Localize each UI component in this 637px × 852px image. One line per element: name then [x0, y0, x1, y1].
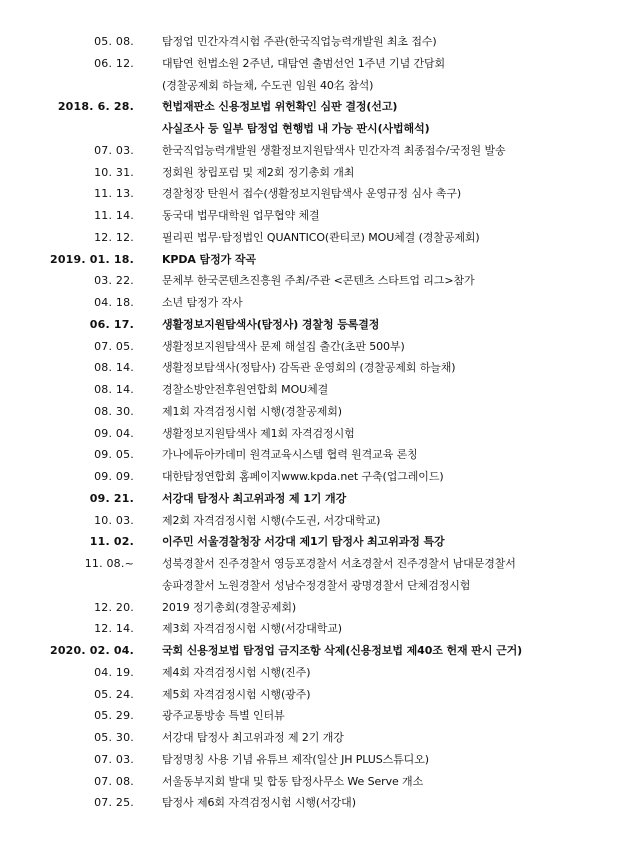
entry-date: 12. 14. [94, 622, 134, 636]
entry-text: 정회원 창립포럼 및 제2회 정기총회 개최 [162, 165, 355, 179]
entry-text: 경찰청장 탄원서 접수(생활정보지원탐색사 운영규정 심사 촉구) [162, 187, 462, 201]
entry-text: 성북경찰서 진주경찰서 영등포경찰서 서초경찰서 진주경찰서 남대문경찰서 [162, 557, 516, 570]
timeline-entry [0, 183, 637, 205]
timeline-entry [0, 227, 637, 249]
entry-date: 2020. 02. 04. [49, 644, 134, 657]
timeline-entry [0, 401, 637, 423]
entry-text: 필리핀 법무·탐정법인 QUANTICO(콴티코) MOU체결 (경찰공제회) [162, 230, 480, 244]
timeline-entry [0, 597, 637, 619]
entry-date: 09. 09. [94, 470, 134, 483]
entry-date: 11. 02. [89, 535, 134, 549]
entry-date: 05. 30. [94, 731, 134, 744]
entry-text: 생활정보지원탐색사 제1회 자격검정시험 [162, 426, 355, 440]
timeline-entry [0, 205, 637, 227]
timeline-entry [0, 727, 637, 749]
timeline-entry [0, 662, 637, 684]
entry-date: 11. 08.~ [84, 557, 134, 570]
entry-text: 한국직업능력개발원 생활정보지원탐색사 민간자격 최종접수/국정원 발송 [162, 143, 506, 157]
entry-date: 06. 17. [89, 317, 134, 331]
entry-text: 소년 탐정가 작사 [162, 296, 243, 309]
entry-date: 05. 24. [94, 687, 134, 701]
entry-date: 07. 25. [94, 796, 134, 810]
timeline-entry [0, 705, 637, 727]
timeline-entry [0, 749, 637, 771]
timeline-entry [0, 466, 637, 488]
entry-text: 생활정보지원탐색사 문제 해설집 출간(초판 500부) [162, 339, 405, 353]
entry-date: 09. 05. [94, 448, 134, 462]
entry-text: 2019 정기총회(경찰공제회) [162, 600, 297, 614]
entry-text: 탐정명칭 사용 기념 유튜브 제작(일산 JH PLUS스튜디오) [162, 752, 429, 766]
timeline-entry [0, 270, 637, 292]
timeline-entry [0, 53, 637, 75]
timeline-entry [0, 336, 637, 358]
entry-text: 사실조사 등 일부 탐정업 현행법 내 가능 판시(사법해석) [162, 122, 430, 135]
entry-text: 헌법재판소 신용정보법 위헌확인 심판 결정(선고) [162, 100, 398, 114]
entry-date: 12. 12. [94, 230, 134, 244]
entry-text: 탐정업 민간자격시험 주관(한국직업능력개발원 최초 접수) [162, 35, 437, 48]
entry-date: 07. 03. [94, 143, 134, 157]
timeline-entry [0, 531, 637, 553]
entry-date: 07. 03. [94, 752, 134, 766]
entry-text: 동국대 법무대학원 업무협약 체결 [162, 209, 320, 222]
timeline-entry [0, 357, 637, 379]
entry-text: 이주민 서울경찰청장 서강대 제1기 탐정사 최고위과정 특강 [162, 535, 445, 549]
entry-date: 12. 20. [94, 600, 134, 614]
entry-date: 05. 29. [94, 709, 134, 723]
entry-text: (경찰공제회 하늘채, 수도권 임원 40名 참석) [162, 78, 374, 92]
entry-text: 제4회 자격검정시험 시행(진주) [162, 665, 311, 679]
entry-date: 11. 14. [94, 209, 134, 222]
timeline-entry [0, 314, 637, 336]
timeline-entry [0, 96, 637, 118]
entry-date: 08. 14. [94, 383, 134, 396]
entry-date: 04. 19. [94, 665, 134, 679]
timeline-entry [0, 510, 637, 532]
entry-text: 송파경찰서 노원경찰서 성남수정경찰서 광명경찰서 단체검정시험 [162, 578, 471, 592]
entry-text: 광주교통방송 특별 인터뷰 [162, 709, 285, 723]
timeline-entry [0, 379, 637, 401]
entry-date: 11. 13. [94, 187, 134, 201]
timeline-entry [0, 444, 637, 466]
entry-date: 04. 18. [94, 296, 134, 309]
entry-date: 2018. 6. 28. [57, 100, 134, 114]
entry-text: 문체부 한국콘텐츠진흥원 주최/주관 <콘텐츠 스타트업 리그>참가 [162, 274, 475, 288]
entry-text: 제3회 자격검정시험 시행(서강대학교) [162, 622, 342, 636]
entry-text: 경찰소방안전후원연합회 MOU체결 [162, 383, 329, 396]
entry-text: 제2회 자격검정시험 시행(수도권, 서강대학교) [162, 513, 381, 527]
entry-date: 07. 08. [94, 774, 134, 788]
entry-text: 대탐연 헌법소원 2주년, 대탐연 출범선언 1주년 기념 간담회 [162, 56, 446, 70]
entry-date: 06. 12. [94, 56, 134, 70]
entry-date: 10. 03. [94, 513, 134, 527]
entry-date: 07. 05. [94, 339, 134, 353]
timeline-entry [0, 618, 637, 640]
timeline-entry [0, 792, 637, 814]
entry-date: 08. 30. [94, 404, 134, 418]
timeline-entry [0, 140, 637, 162]
entry-date: 03. 22. [94, 274, 134, 288]
timeline-entry [0, 292, 637, 314]
timeline-entry [0, 575, 637, 597]
entry-date: 05. 08. [94, 35, 134, 48]
entry-text: 제5회 자격검정시험 시행(광주) [162, 687, 311, 701]
timeline-entry [0, 162, 637, 184]
entry-text: 서울동부지회 발대 및 합동 탐정사무소 We Serve 개소 [162, 774, 424, 788]
entry-date: 08. 14. [94, 361, 134, 375]
entry-text: 대한탐정연합회 홈페이지www.kpda.net 구축(업그레이드) [162, 470, 444, 483]
entry-text: 탐정사 제6회 자격검정시험 시행(서강대) [162, 796, 356, 810]
timeline-entry [0, 249, 637, 271]
entry-text: 국회 신용정보법 탐정업 금지조항 삭제(신용정보법 제40조 헌재 판시 근거) [162, 644, 523, 657]
timeline-entry [0, 553, 637, 575]
entry-text: 서강대 탐정사 최고위과정 제 1기 개강 [162, 491, 347, 505]
entry-text: 생활정보지원탐색사(탐정사) 경찰청 등록결정 [162, 317, 380, 331]
timeline-entry [0, 75, 637, 97]
entry-text: 서강대 탐정사 최고위과정 제 2기 개강 [162, 731, 344, 744]
entry-date: 09. 04. [94, 426, 134, 440]
entry-date: 2019. 01. 18. [49, 252, 134, 266]
timeline-entry [0, 118, 637, 140]
timeline-entry [0, 684, 637, 706]
timeline-entry [0, 640, 637, 662]
timeline-entry [0, 488, 637, 510]
entry-date: 09. 21. [89, 491, 134, 505]
entry-date: 10. 31. [94, 165, 134, 179]
entry-text: 제1회 자격검정시험 시행(경찰공제회) [162, 404, 342, 418]
timeline-entry [0, 31, 637, 53]
entry-text: KPDA 탐정가 작곡 [162, 252, 256, 266]
timeline-entry [0, 771, 637, 793]
entry-text: 생활정보탐색사(정탐사) 감독관 운영회의 (경찰공제회 하늘채) [162, 361, 456, 375]
timeline-entry [0, 423, 637, 445]
entry-text: 가나에듀아카데미 원격교육시스템 협력 원격교육 론칭 [162, 448, 418, 462]
